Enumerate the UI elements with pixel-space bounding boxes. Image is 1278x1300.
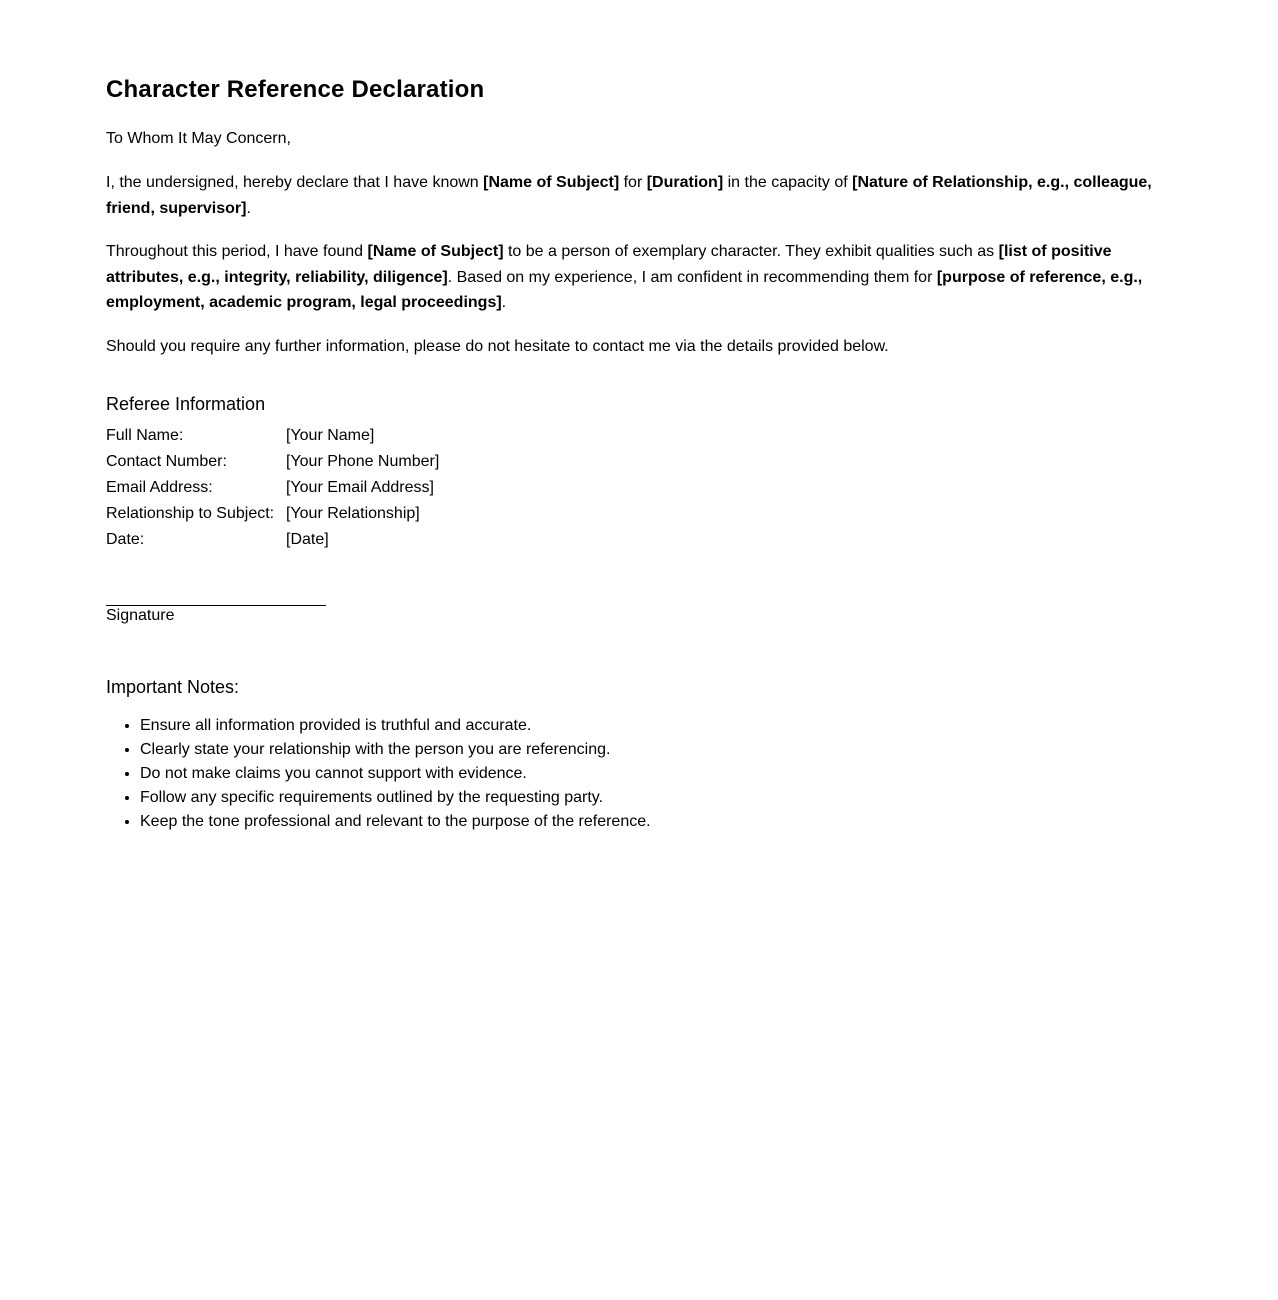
list-item: • Do not make claims you cannot support with evidence.	[140, 762, 1172, 786]
referee-heading: Referee Information	[106, 393, 266, 414]
field-value: [Your Relationship]	[286, 504, 420, 522]
signature-block	[106, 605, 326, 626]
paragraph-known-duration	[106, 170, 1172, 221]
signature-label: Signature	[106, 606, 175, 624]
placeholder-purpose: [purpose of reference, e.g., employment, academic program, legal proceedings]	[106, 268, 1143, 311]
document-content	[106, 76, 1172, 834]
paragraph-text: in the capacity of	[723, 174, 853, 191]
closing-paragraph: Should you require any further information, please do not hesitate to contact me via the details provided below.	[106, 337, 889, 355]
field-value: [Your Phone Number]	[286, 452, 440, 470]
field-label: Contact Number:	[106, 452, 227, 470]
field-label: Relationship to Subject:	[106, 504, 275, 522]
placeholder-duration: [Duration]	[646, 174, 724, 191]
paragraph-text: to be a person of exemplary character. They exhibit qualities such as	[503, 243, 999, 260]
field-value: [Your Email Address]	[286, 478, 434, 496]
placeholder-relationship: [Nature of Relationship, e.g., colleague, friend, supervisor]	[106, 174, 1152, 217]
field-label: Email Address:	[106, 478, 213, 496]
placeholder-attributes: [list of positive attributes, e.g., integrity, reliability, diligence]	[106, 243, 1112, 286]
paragraph-text: I, the undersigned, hereby declare that I have known	[106, 174, 484, 191]
paragraph-text: . Based on my experience, I am confident in recommending them for	[447, 268, 937, 286]
table-row	[106, 423, 439, 449]
list-item: • Follow any specific requirements outlined by the requesting party.	[140, 786, 1172, 810]
salutation: To Whom It May Concern,	[106, 130, 291, 147]
paragraph-text: .	[501, 294, 507, 311]
referee-info-table	[106, 423, 439, 553]
field-value: [Date]	[286, 530, 329, 548]
list-item: • Clearly state your relationship with the person you are referencing.	[140, 738, 1172, 762]
list-item: • Ensure all information provided is truthful and accurate.	[140, 714, 1172, 738]
paragraph-text: .	[246, 199, 251, 217]
notes-heading: Important Notes:	[106, 676, 240, 697]
table-row	[106, 449, 439, 475]
field-value: [Your Name]	[286, 426, 375, 444]
field-label: Full Name:	[106, 426, 184, 444]
paragraph-text: Throughout this period, I have found	[106, 243, 368, 260]
table-row	[106, 501, 439, 527]
placeholder-subject-name: [Name of Subject]	[367, 243, 504, 260]
document-title: Character Reference Declaration	[106, 76, 485, 103]
paragraph-text: for	[619, 174, 647, 191]
list-item: • Keep the tone professional and relevant to the purpose of the reference.	[140, 810, 1172, 834]
field-label: Date:	[106, 530, 145, 548]
notes-list	[106, 714, 1172, 834]
paragraph-character	[106, 239, 1172, 316]
placeholder-subject-name: [Name of Subject]	[483, 174, 620, 191]
table-row	[106, 527, 439, 553]
table-row	[106, 475, 439, 501]
